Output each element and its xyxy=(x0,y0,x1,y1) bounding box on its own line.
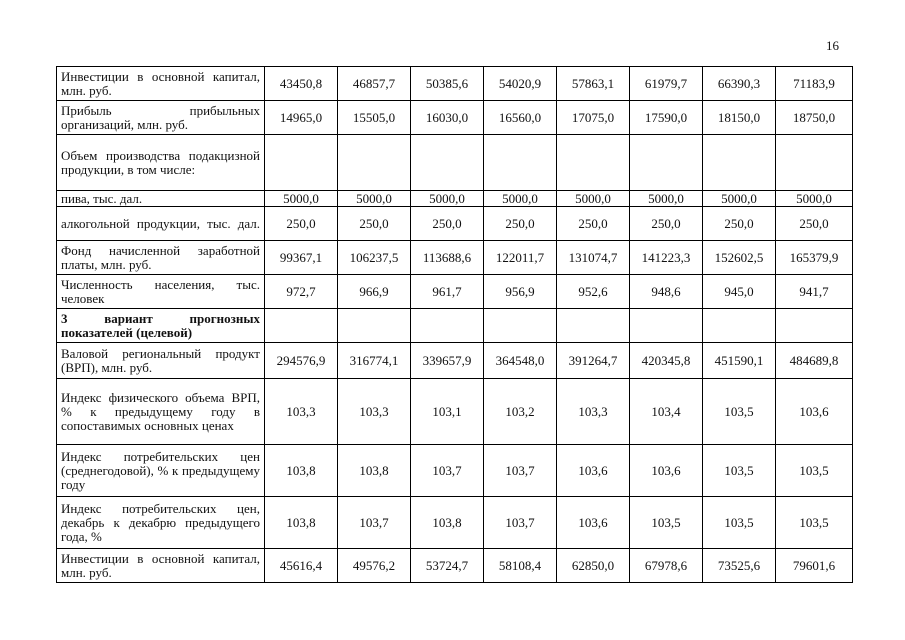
value-cell: 17075,0 xyxy=(557,101,630,135)
value-cell: 103,5 xyxy=(630,497,703,549)
value-cell: 50385,6 xyxy=(411,67,484,101)
value-cell: 165379,9 xyxy=(776,241,853,275)
value-cell: 5000,0 xyxy=(484,191,557,207)
value-cell: 18750,0 xyxy=(776,101,853,135)
table-row xyxy=(57,67,853,101)
value-cell: 152602,5 xyxy=(703,241,776,275)
row-label: Объем производства подакцизной продукции, в том числе: xyxy=(57,135,265,191)
table-row xyxy=(57,343,853,379)
value-cell: 103,3 xyxy=(265,379,338,445)
value-cell: 948,6 xyxy=(630,275,703,309)
row-label: пива, тыс. дал. xyxy=(57,191,265,207)
value-cell: 364548,0 xyxy=(484,343,557,379)
value-cell: 451590,1 xyxy=(703,343,776,379)
value-cell: 103,8 xyxy=(411,497,484,549)
value-cell: 58108,4 xyxy=(484,549,557,583)
value-cell: 14965,0 xyxy=(265,101,338,135)
value-cell xyxy=(265,309,338,343)
value-cell: 17590,0 xyxy=(630,101,703,135)
row-label: Инвестиции в основной капитал, млн. руб. xyxy=(57,67,265,101)
value-cell: 945,0 xyxy=(703,275,776,309)
value-cell: 57863,1 xyxy=(557,67,630,101)
value-cell: 316774,1 xyxy=(338,343,411,379)
value-cell: 250,0 xyxy=(776,207,853,241)
value-cell xyxy=(411,309,484,343)
value-cell: 5000,0 xyxy=(703,191,776,207)
value-cell: 79601,6 xyxy=(776,549,853,583)
value-cell: 54020,9 xyxy=(484,67,557,101)
value-cell: 103,6 xyxy=(557,497,630,549)
value-cell: 61979,7 xyxy=(630,67,703,101)
value-cell: 62850,0 xyxy=(557,549,630,583)
value-cell: 941,7 xyxy=(776,275,853,309)
value-cell: 46857,7 xyxy=(338,67,411,101)
value-cell: 952,6 xyxy=(557,275,630,309)
value-cell: 49576,2 xyxy=(338,549,411,583)
value-cell: 103,4 xyxy=(630,379,703,445)
value-cell: 972,7 xyxy=(265,275,338,309)
value-cell: 5000,0 xyxy=(265,191,338,207)
value-cell xyxy=(630,309,703,343)
value-cell: 103,8 xyxy=(265,497,338,549)
value-cell: 16030,0 xyxy=(411,101,484,135)
value-cell: 103,6 xyxy=(776,379,853,445)
value-cell: 250,0 xyxy=(630,207,703,241)
value-cell: 103,5 xyxy=(703,379,776,445)
value-cell xyxy=(338,135,411,191)
row-label: Численность населения, тыс. человек xyxy=(57,275,265,309)
value-cell: 5000,0 xyxy=(776,191,853,207)
value-cell xyxy=(484,309,557,343)
value-cell: 103,7 xyxy=(484,497,557,549)
value-cell xyxy=(411,135,484,191)
value-cell xyxy=(557,135,630,191)
value-cell xyxy=(703,309,776,343)
value-cell: 250,0 xyxy=(703,207,776,241)
table-row xyxy=(57,135,853,191)
table-row xyxy=(57,101,853,135)
value-cell: 106237,5 xyxy=(338,241,411,275)
value-cell: 961,7 xyxy=(411,275,484,309)
value-cell: 103,8 xyxy=(265,445,338,497)
value-cell: 113688,6 xyxy=(411,241,484,275)
table-row xyxy=(57,497,853,549)
value-cell: 5000,0 xyxy=(338,191,411,207)
section-header-row xyxy=(57,309,853,343)
value-cell: 103,5 xyxy=(776,445,853,497)
value-cell: 73525,6 xyxy=(703,549,776,583)
value-cell: 103,5 xyxy=(703,445,776,497)
value-cell xyxy=(557,309,630,343)
value-cell xyxy=(265,135,338,191)
table-row xyxy=(57,207,853,241)
value-cell: 5000,0 xyxy=(630,191,703,207)
value-cell: 391264,7 xyxy=(557,343,630,379)
value-cell: 103,6 xyxy=(557,445,630,497)
value-cell: 16560,0 xyxy=(484,101,557,135)
table-row xyxy=(57,241,853,275)
value-cell: 141223,3 xyxy=(630,241,703,275)
value-cell xyxy=(703,135,776,191)
value-cell xyxy=(484,135,557,191)
value-cell: 103,2 xyxy=(484,379,557,445)
value-cell: 15505,0 xyxy=(338,101,411,135)
value-cell: 103,8 xyxy=(338,445,411,497)
value-cell: 99367,1 xyxy=(265,241,338,275)
value-cell: 45616,4 xyxy=(265,549,338,583)
table-row xyxy=(57,549,853,583)
value-cell: 103,3 xyxy=(338,379,411,445)
value-cell: 484689,8 xyxy=(776,343,853,379)
value-cell: 250,0 xyxy=(338,207,411,241)
value-cell: 103,5 xyxy=(703,497,776,549)
value-cell: 103,7 xyxy=(411,445,484,497)
value-cell: 339657,9 xyxy=(411,343,484,379)
value-cell: 956,9 xyxy=(484,275,557,309)
value-cell: 103,3 xyxy=(557,379,630,445)
value-cell: 250,0 xyxy=(484,207,557,241)
value-cell: 71183,9 xyxy=(776,67,853,101)
value-cell: 250,0 xyxy=(411,207,484,241)
row-label: Индекс потребительских цен (среднегодовой), % к предыдущему году xyxy=(57,445,265,497)
forecast-table xyxy=(56,66,853,583)
row-label: Валовой региональный продукт (ВРП), млн. руб. xyxy=(57,343,265,379)
table-row xyxy=(57,191,853,207)
row-label: Индекс потребительских цен, декабрь к декабрю предыдущего года, % xyxy=(57,497,265,549)
table-row xyxy=(57,445,853,497)
value-cell: 66390,3 xyxy=(703,67,776,101)
value-cell: 294576,9 xyxy=(265,343,338,379)
value-cell: 250,0 xyxy=(265,207,338,241)
table-row xyxy=(57,275,853,309)
value-cell: 103,7 xyxy=(484,445,557,497)
row-label: алкогольной продукции, тыс. дал. xyxy=(57,207,265,241)
value-cell: 103,5 xyxy=(776,497,853,549)
value-cell xyxy=(776,135,853,191)
value-cell: 966,9 xyxy=(338,275,411,309)
value-cell: 43450,8 xyxy=(265,67,338,101)
section-title: 3 вариант прогнозных показателей (целевой) xyxy=(57,309,265,343)
value-cell: 18150,0 xyxy=(703,101,776,135)
row-label: Фонд начисленной заработной платы, млн. руб. xyxy=(57,241,265,275)
value-cell xyxy=(776,309,853,343)
page-number: 16 xyxy=(826,38,839,53)
value-cell xyxy=(630,135,703,191)
value-cell: 67978,6 xyxy=(630,549,703,583)
value-cell: 103,1 xyxy=(411,379,484,445)
value-cell: 122011,7 xyxy=(484,241,557,275)
value-cell xyxy=(338,309,411,343)
row-label: Индекс физического объема ВРП, % к предыдущему году в сопоставимых основных ценах xyxy=(57,379,265,445)
value-cell: 103,6 xyxy=(630,445,703,497)
value-cell: 420345,8 xyxy=(630,343,703,379)
value-cell: 250,0 xyxy=(557,207,630,241)
value-cell: 53724,7 xyxy=(411,549,484,583)
value-cell: 103,7 xyxy=(338,497,411,549)
value-cell: 5000,0 xyxy=(411,191,484,207)
table-row xyxy=(57,379,853,445)
value-cell: 131074,7 xyxy=(557,241,630,275)
row-label: Прибыль прибыльных организаций, млн. руб. xyxy=(57,101,265,135)
value-cell: 5000,0 xyxy=(557,191,630,207)
row-label: Инвестиции в основной капитал, млн. руб. xyxy=(57,549,265,583)
